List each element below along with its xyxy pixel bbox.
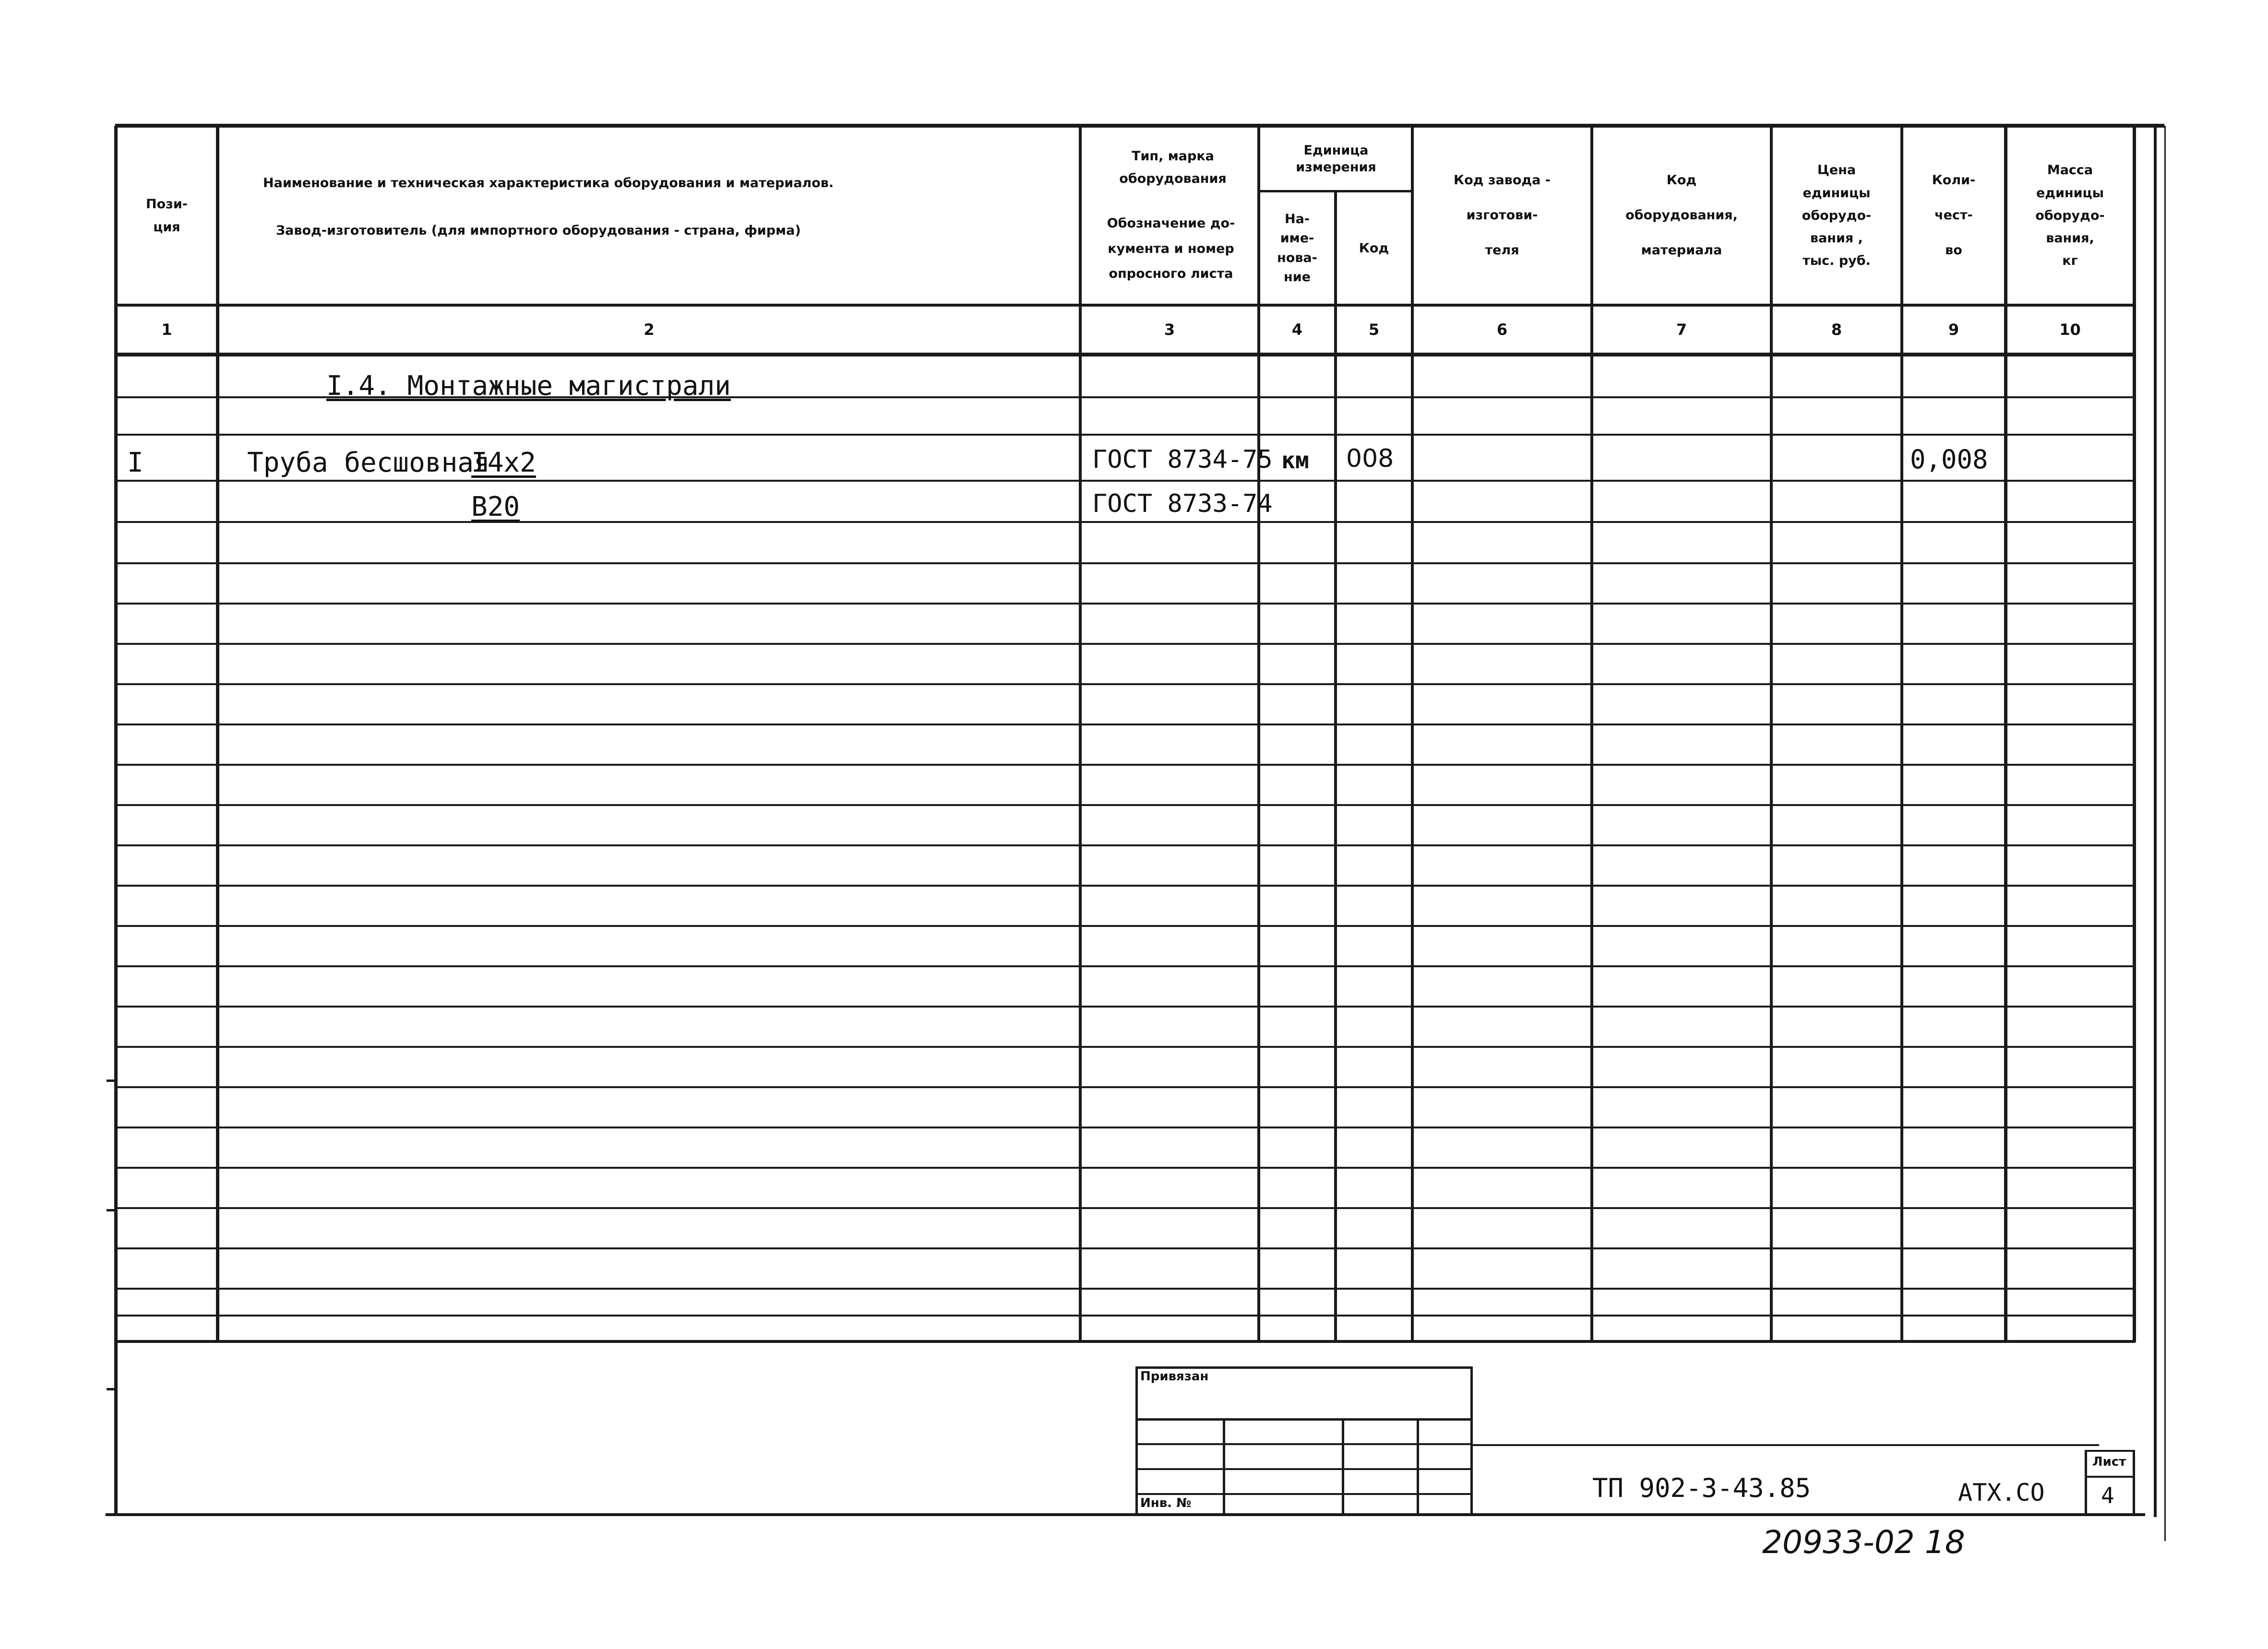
sheet-cell-left-border	[2085, 1450, 2087, 1515]
stamp-border	[1135, 1366, 1138, 1516]
sheet-cell-divider	[2085, 1476, 2135, 1478]
table-row-line	[115, 885, 2136, 887]
handwritten-number: 20933-02 18	[1762, 1524, 1965, 1561]
sheet-cell-right-border	[2133, 1450, 2135, 1515]
header-name-line2: Завод-изготовитель (для импортного оборудования - страна, фирма)	[276, 223, 801, 238]
table-row-line	[115, 1086, 2136, 1088]
col4-divider	[1334, 191, 1337, 1342]
table-bottom-border	[115, 1340, 2136, 1343]
document-suffix: АТХ.СО	[1958, 1479, 2045, 1507]
title-block-top-border	[1472, 1444, 2099, 1446]
column-number: 4	[1291, 320, 1303, 339]
column-number: 3	[1164, 320, 1175, 339]
header-unit-price: Цена единицы оборудо- вания , тыс. руб.	[1802, 163, 1872, 269]
header-unit-mass: Масса единицы оборудо- вания, кг	[2035, 163, 2105, 269]
column-number: 1	[161, 320, 172, 339]
frame-left-border	[114, 126, 118, 1515]
stamp-border	[1342, 1418, 1344, 1516]
table-row-line	[115, 643, 2136, 645]
frame-edge-line	[2164, 126, 2166, 1541]
header-name-line1: Наименование и техническая характеристика оборудования и материалов.	[263, 176, 834, 190]
column-number: 5	[1368, 320, 1380, 339]
table-row-line	[115, 1167, 2136, 1169]
table-top-border	[115, 124, 2164, 128]
table-row-line	[115, 603, 2136, 605]
table-row-line	[115, 1288, 2136, 1290]
stamp-inventory-label: Инв. №	[1140, 1496, 1192, 1510]
table-row-line	[115, 480, 2136, 482]
column-number: 10	[2059, 320, 2081, 339]
header-unit: Единица измерения	[1296, 142, 1376, 175]
header-plant-code: Код завода - изготови- теля	[1454, 173, 1551, 258]
item-position: I	[127, 447, 143, 478]
table-row-line	[115, 764, 2136, 766]
item-unit: км	[1281, 447, 1309, 474]
table-row-line	[115, 1127, 2136, 1128]
header-quantity: Коли- чест- во	[1932, 173, 1976, 258]
table-row-line	[115, 1315, 2136, 1317]
document-code: ТП 902-3-43.85	[1592, 1473, 1811, 1503]
stamp-border	[1223, 1418, 1225, 1516]
item-name: Труба бесшовная	[247, 447, 490, 478]
header-equipment-code: Код оборудования, материала	[1625, 173, 1738, 258]
table-row-line	[115, 925, 2136, 927]
header-type-mark: Тип, марка оборудования	[1119, 149, 1227, 187]
item-document-1: ГОСТ 8734-75	[1092, 445, 1273, 474]
table-row-line	[115, 804, 2136, 806]
sheet-label: Лист	[2092, 1455, 2126, 1469]
col1-divider	[216, 126, 219, 1342]
stamp-border	[1135, 1443, 1472, 1445]
frame-bottom-line	[106, 1513, 2145, 1516]
column-number-row-border	[115, 353, 2136, 356]
column-number: 9	[1948, 320, 1959, 339]
stamp-border	[1417, 1418, 1419, 1516]
table-row-line	[115, 521, 2136, 523]
header-unit-code: Код	[1359, 240, 1389, 256]
table-row-line	[115, 562, 2136, 564]
table-row-line	[115, 1247, 2136, 1249]
table-row-line	[115, 844, 2136, 846]
column-number: 6	[1496, 320, 1508, 339]
item-size: I4x2	[471, 447, 536, 478]
stamp-bound-label: Привязан	[1140, 1369, 1209, 1384]
header-document: Обозначение до- кумента и номер опросного листа	[1107, 216, 1235, 282]
sheet-cell-top-border	[2085, 1450, 2135, 1452]
table-row-line	[115, 1207, 2136, 1209]
stamp-border	[1135, 1493, 1472, 1495]
item-unit-code: 008	[1346, 444, 1394, 473]
item-document-2: ГОСТ 8733-74	[1092, 489, 1273, 518]
col10-divider	[2133, 126, 2136, 1342]
stamp-border	[1135, 1366, 1472, 1369]
table-row-line	[115, 965, 2136, 967]
item-quantity: 0,008	[1910, 444, 1988, 475]
header-unit-name: На- име- нова- ние	[1277, 211, 1317, 285]
table-row-line	[115, 1046, 2136, 1048]
sheet-number: 4	[2101, 1483, 2114, 1508]
stamp-border	[1135, 1418, 1472, 1421]
col9-divider	[2004, 126, 2007, 1342]
binding-tick	[107, 1080, 117, 1082]
stamp-border	[1470, 1366, 1473, 1516]
table-row-line	[115, 683, 2136, 685]
column-number: 8	[1831, 320, 1842, 339]
column-number: 2	[644, 320, 655, 339]
table-row-line	[115, 1006, 2136, 1008]
table-row-line	[115, 724, 2136, 725]
table-row-line	[115, 434, 2136, 436]
frame-right-border	[2154, 126, 2157, 1517]
column-number: 7	[1676, 320, 1687, 339]
binding-tick	[107, 1388, 117, 1390]
item-grade: B20	[471, 491, 520, 522]
binding-tick	[107, 1209, 117, 1211]
header-position: Пози- ция	[146, 197, 188, 235]
section-title: I.4. Монтажные магистрали	[326, 370, 731, 402]
stamp-border	[1135, 1468, 1472, 1470]
